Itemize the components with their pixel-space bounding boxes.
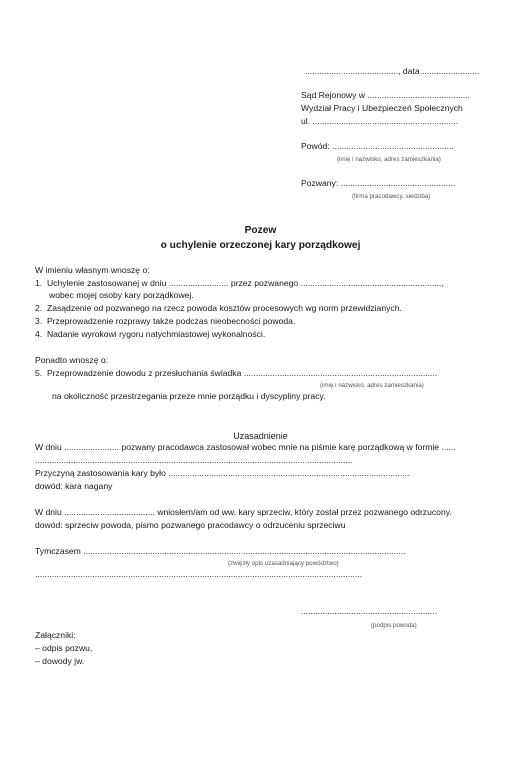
request-item-1-continued: wobec mojej osoby kary porządkowej.: [49, 290, 194, 300]
request-item-2: 2. Zasądzenie od pozwanego na rzecz powoda kosztów procesowych wg norm przewidzianych.: [35, 303, 402, 313]
evidence-line-1: dowód: kara nagany: [35, 481, 113, 491]
request-item-1: 1. Uchylenie zastosowanej w dniu ......................... przez pozwanego ...........................................................,: [35, 278, 444, 288]
request-item-5-continued: na okoliczność przestrzegania przeze mnie porządku i dyscypliny pracy.: [52, 391, 326, 401]
document-title: Pozew: [244, 225, 277, 236]
requests-intro: W imieniu własnym wnoszę o:: [35, 265, 150, 275]
further-requests-intro: Ponadto wnoszę o:: [35, 355, 109, 365]
justification-hint: (zwięzły opis uzasadniający powództwo): [228, 560, 339, 567]
department-line: Wydział Pracy i Ubezpieczeń Społecznych: [301, 103, 463, 113]
plaintiff-line: Powód: ...................................................: [301, 141, 454, 151]
defendant-line: Pozwany: ................................................: [301, 178, 456, 188]
justification-paragraph-4-continued: .........................................................................................................................................: [35, 569, 363, 579]
signature-hint: (podpis powoda): [371, 622, 417, 629]
request-item-5: 5. Przeprowadzenie dowodu z przesłuchania świadka .................................................................................: [35, 368, 438, 378]
signature-line: .........................................................: [301, 606, 438, 616]
attachment-item: – odpis pozwu,: [35, 643, 93, 653]
evidence-line-2: dowód: sprzeciw powoda, pismo pozwanego pracodawcy o odrzuceniu sprzeciwu: [35, 520, 346, 530]
witness-hint: (imię i nazwisko, adres zamieszkania): [320, 382, 424, 389]
court-line: Sąd Rejonowy w ...........................................: [301, 90, 471, 100]
justification-paragraph-1: W dniu ....................... pozwany pracodawca zastosował wobec mnie na piśmie karę porządkową w formie ......: [35, 442, 456, 452]
attachment-item: – dowody jw.: [35, 656, 85, 666]
justification-paragraph-1-continued: .....................................................................................................................................: [35, 455, 353, 465]
justification-paragraph-4: Tymczasem .......................................................................................................................................: [35, 546, 406, 556]
date-line: ......................................., data ........................: [305, 66, 480, 76]
justification-paragraph-3: W dniu ...................................... wniosłem/am od ww. kary sprzeciw, który został przez pozwanego odrzucony.: [35, 507, 452, 517]
justification-heading: Uzasadnienie: [233, 431, 288, 441]
defendant-hint: (firma pracodawcy, siedziba): [352, 193, 431, 200]
justification-paragraph-2: Przyczyną zastosowania kary było .....................................................................................................: [35, 468, 410, 478]
plaintiff-hint: (imię i nazwisko, adres zamieszkania): [337, 156, 441, 163]
request-item-3: 3. Przeprowadzenie rozprawy także podczas nieobecności powoda.: [35, 316, 296, 326]
document-subtitle: o uchylenie orzeczonej kary porządkowej: [160, 240, 361, 251]
attachments-heading: Załączniki:: [35, 630, 76, 640]
street-line: ul. .............................................................: [301, 116, 459, 126]
request-item-4: 4. Nadanie wyrokowi rygoru natychmiastowej wykonalności.: [35, 329, 266, 339]
